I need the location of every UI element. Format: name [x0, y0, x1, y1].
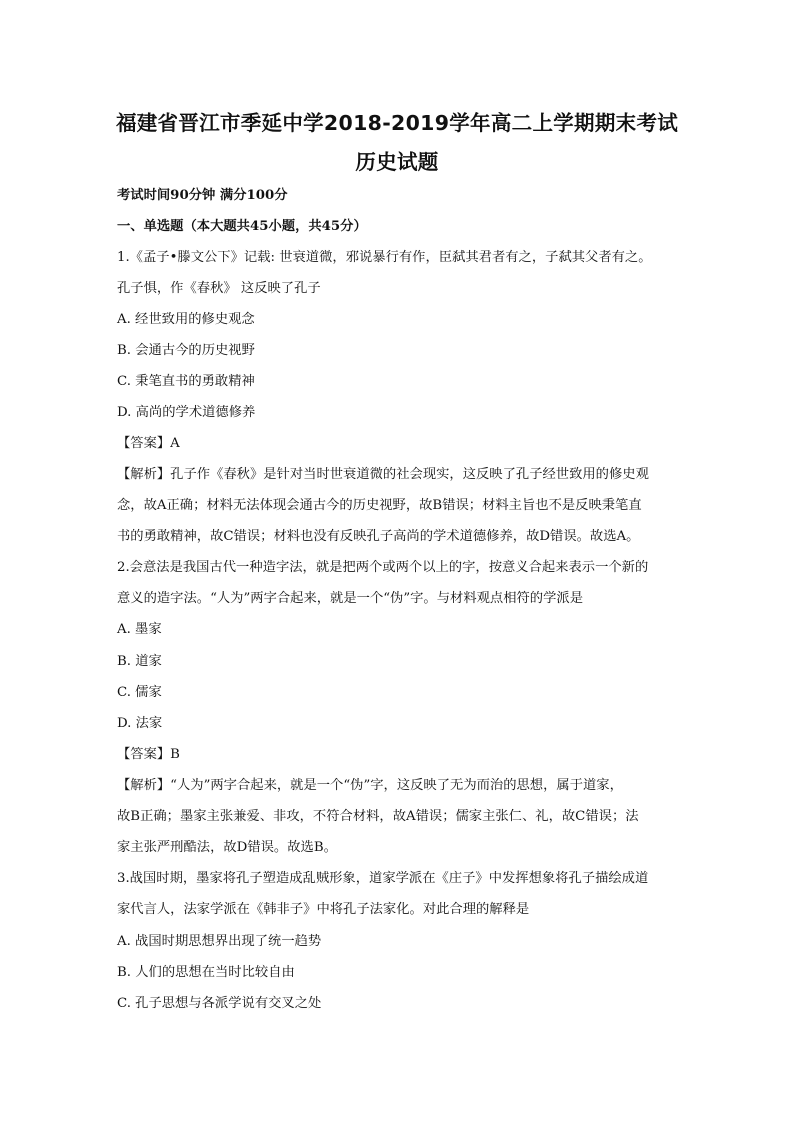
question-1-option-b: B. 会通古今的历史视野: [117, 343, 255, 358]
question-1-stem-line-2: 孔子惧，作《春秋》 这反映了孔子: [117, 281, 321, 296]
question-1-stem-line-1: 1.《孟子•滕文公下》记载: 世衰道微，邪说暴行有作，臣弑其君者有之，子弑其父者有之。: [117, 250, 652, 265]
question-2-stem-line-2: 意义的造字法。“人为”两字合起来，就是一个“伪”字。与材料观点相符的学派是: [117, 591, 583, 606]
question-2-analysis-line-2: 故B正确；墨家主张兼爱、非攻，不符合材料，故A错误；儒家主张仁、礼，故C错误；法: [117, 809, 639, 824]
question-1-option-a: A. 经世致用的修史观念: [117, 312, 255, 327]
question-2-stem-line-1: 2.会意法是我国古代一种造字法，就是把两个或两个以上的字，按意义合起来表示一个新的: [117, 560, 649, 575]
document-subtitle: 历史试题: [355, 150, 439, 174]
question-1-analysis-line-1: 【解析】孔子作《春秋》是针对当时世衰道微的社会现实，这反映了孔子经世致用的修史观: [117, 467, 649, 482]
section-heading: 一、单选题（本大题共45小题，共45分）: [117, 219, 367, 234]
question-2-option-d: D. 法家: [117, 716, 163, 731]
question-3-stem-line-1: 3.战国时期，墨家将孔子塑造成乱贼形象，道家学派在《庄子》中发挥想象将孔子描绘成道: [117, 871, 649, 886]
question-3-option-b: B. 人们的思想在当时比较自由: [117, 965, 295, 980]
question-1-option-d: D. 高尚的学术道德修养: [117, 405, 256, 420]
document-title: 福建省晋江市季延中学2018-2019学年高二上学期期末考试: [115, 111, 679, 135]
question-3-stem-line-2: 家代言人，法家学派在《韩非子》中将孔子法家化。对此合理的解释是: [117, 902, 530, 917]
question-2-option-b: B. 道家: [117, 654, 162, 669]
question-2-option-c: C. 儒家: [117, 685, 162, 700]
question-2-analysis-line-3: 家主张严刑酷法，故D错误。故选B。: [117, 840, 337, 855]
question-3-option-c: C. 孔子思想与各派学说有交叉之处: [117, 996, 322, 1011]
exam-info: 考试时间90分钟 满分100分: [117, 188, 288, 203]
question-2-analysis-line-1: 【解析】“人为”两字合起来，就是一个“伪”字，这反映了无为而治的思想，属于道家，: [117, 778, 623, 793]
question-2-option-a: A. 墨家: [117, 622, 162, 637]
question-1-answer: 【答案】A: [117, 436, 180, 451]
question-2-answer: 【答案】B: [117, 747, 180, 762]
question-1-analysis-line-2: 念，故A正确；材料无法体现会通古今的历史视野，故B错误；材料主旨也不是反映秉笔直: [117, 498, 642, 513]
question-1-analysis-line-3: 书的勇敢精神，故C错误；材料也没有反映孔子高尚的学术道德修养，故D错误。故选A。: [117, 529, 640, 544]
question-3-option-a: A. 战国时期思想界出现了统一趋势: [117, 934, 322, 949]
question-1-option-c: C. 秉笔直书的勇敢精神: [117, 374, 255, 389]
